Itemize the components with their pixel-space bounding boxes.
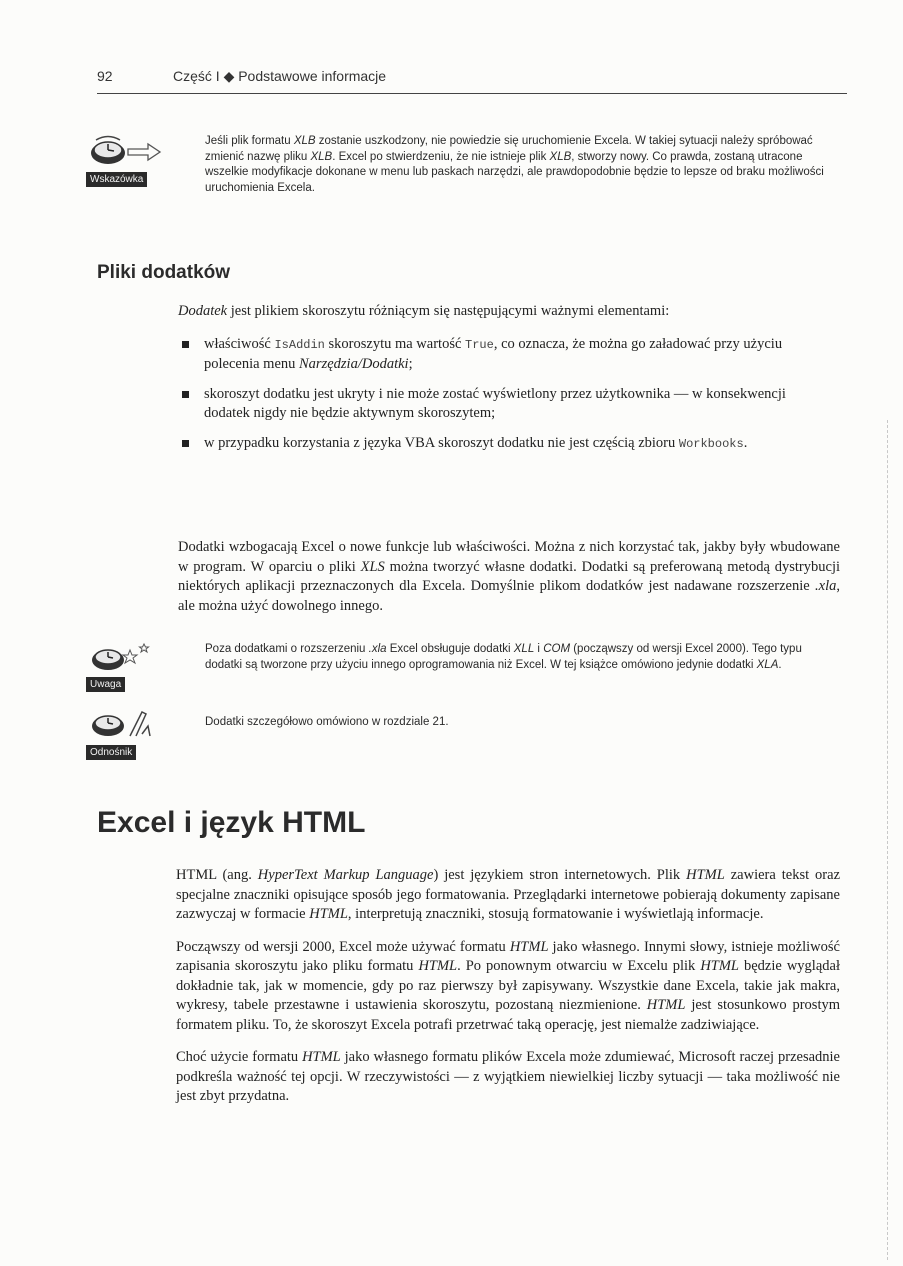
warning-note [205,642,825,673]
tip-note-text: Jeśli plik formatu XLB zostanie uszkodzony, nie powiedzie się uruchomienie Excela. W takiej sytuacji należy spróbować zmienić nazwę pliku XLB. Excel po stwierdzeniu, że nie istnieje plik XLB, stworzy nowy. Co prawda, zostaną utracone wszelkie modyfikacje dokonane w menu lub paskach narzędzi, ale prawdopodobnie będzie to lepsze od braku możliwości uruchomienia Excela. [205,135,824,194]
html-body [176,866,840,1107]
page-number: 92 [97,68,113,84]
warning-note-text: Poza dodatkami o rozszerzeniu .xla Excel obsługuje dodatki XLL i COM (począwszy od wersji Excel 2000). Tego typu dodatki są tworzone przy użyciu innego oprogramowania niż Excel. W tej książce omówiono jedynie dodatki XLA. [205,643,802,671]
reference-note-text: Dodatki szczegółowo omówiono w rozdziale 21. [205,716,449,728]
reference-icon [86,704,176,760]
addins-paragraph-box [178,538,840,616]
header-rule [97,93,847,94]
list-item: skoroszyt dodatku jest ukryty i nie może zostać wyświetlony przez użytkownika — w konsekwencji dodatek nigdy nie będzie aktywnym skoroszytem; [178,385,798,424]
addins-intro: Dodatek jest plikiem skoroszytu różniącym się następującymi ważnymi elementami: [178,303,670,319]
warning-icon-label: Uwaga [86,677,125,692]
addins-body [178,302,838,464]
clock-stars-icon [86,640,170,678]
addins-paragraph: Dodatki wzbogacają Excel o nowe funkcje lub właściwości. Można z nich korzystać tak, jakby były wbudowane w program. W oparciu o pliki XLS można tworzyć własne dodatki. Dodatki są preferowaną metodą dystrybucji niektórych aplikacji przeznaczonych dla Excela. Domyślnie plikom dodatków jest nadawane rozszerzenie .xla, ale można użyć dowolnego innego. [178,539,840,614]
tip-icon-label: Wskazówka [86,172,147,187]
warning-icon [86,640,170,692]
clock-pen-icon [86,704,176,744]
tip-note [205,134,825,196]
reference-note [205,715,825,731]
html-paragraph-3: Choć użycie formatu HTML jako własnego formatu plików Excela może zdumiewać, Microsoft raczej przesadnie podkreśla ważność tej opcji. W rzeczywistości — z wyjątkiem niewielkiej liczby sytuacji — taka możliwość nie jest zbyt przydatna. [176,1049,840,1104]
scan-edge-mark [887,420,888,1260]
running-title: Część I ◆ Podstawowe informacje [173,68,387,84]
addins-bullet-list [178,335,798,455]
reference-icon-label: Odnośnik [86,745,136,760]
html-paragraph-2: Począwszy od wersji 2000, Excel może używać formatu HTML jako własnego. Innymi słowy, istnieje możliwość zapisania skoroszytu jako pliku formatu HTML. Po ponownym otwarciu w Excelu plik HTML będzie wyglądał dokładnie tak, jak w momencie, gdy po raz pierwszy był zapisywany. Wszystkie dane Excela, takie jak makra, wykresy, tabele przestawne i ustawienia skoroszytu, pozostaną niezmienione. HTML jest stosunkowo prostym formatem pliku. To, że skoroszyt Excela potrafi przetrwać taką operację, jest niemalże zadziwiające. [176,938,840,1033]
list-item: w przypadku korzystania z języka VBA skoroszyt dodatku nie jest częścią zbioru Workbooks. [178,434,798,455]
list-item: właściwość IsAddin skoroszytu ma wartość True, co oznacza, że można go załadować przy użyciu polecenia menu Narzędzia/Dodatki; [178,335,798,375]
tip-icon [86,131,170,187]
section-heading-addins: Pliki dodatków [97,262,231,283]
clock-arrow-icon [86,131,170,173]
section-heading-html: Excel i język HTML [97,806,366,839]
html-paragraph-1: HTML (ang. HyperText Markup Language) jest językiem stron internetowych. Plik HTML zawiera tekst oraz specjalne znaczniki opisujące sposób jego formatowania. Przeglądarki internetowe pobierają dokumenty zapisane zazwyczaj w formacie HTML, interpretują znaczniki, stosują formatowanie i wyświetlają informacje. [176,867,841,922]
